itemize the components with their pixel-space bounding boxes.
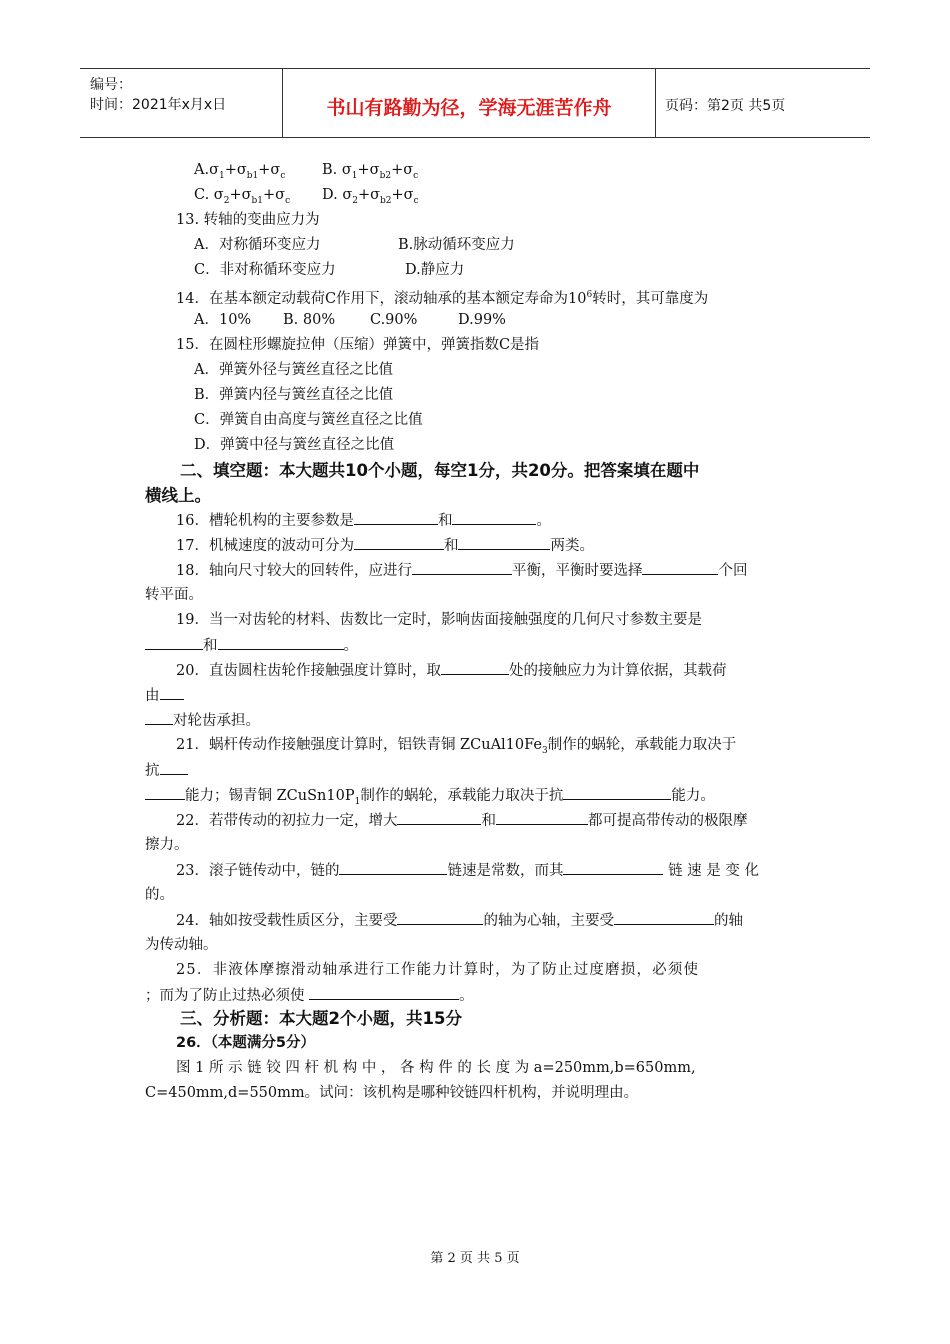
q21-text3: 制作的蜗轮，承载能力取决于抗 — [360, 788, 564, 804]
q14-stem-tail: 转时，其可靠度为 — [592, 290, 709, 307]
q12-option-d: D. $\sigma_2+\sigma_{b2}+\sigma_c$ — [322, 187, 419, 206]
q22-blank-2[interactable] — [496, 810, 588, 825]
q18 — [176, 560, 747, 581]
q13-option-c: C．非对称循环变应力 — [194, 262, 336, 278]
number-label: 编号： — [90, 77, 132, 93]
header-page-info: 页码：第2页 共5页 — [665, 98, 786, 114]
q21-cont — [145, 760, 188, 781]
q21-cont2 — [145, 785, 715, 812]
header-divider — [655, 69, 656, 137]
q17-text: 17．机械速度的波动可分为 — [176, 538, 354, 554]
q24 — [176, 910, 743, 931]
q12-option-c: C. $\sigma_2+\sigma_{b1}+\sigma_c$ — [194, 187, 291, 206]
q15-option-b: B．弹簧内径与簧丝直径之比值 — [194, 387, 394, 403]
q13-options-row1 — [194, 235, 515, 255]
header-meta — [90, 75, 226, 115]
q19: 19．当一对齿轮的材料、齿数比一定时，影响齿面接触强度的几何尺寸参数主要是 — [176, 612, 702, 628]
q25: 25．非液体摩擦滑动轴承进行工作能力计算时，为了防止过度磨损，必须使 — [176, 962, 700, 978]
q24-blank-2[interactable] — [614, 910, 714, 925]
q21-blank-1[interactable] — [160, 760, 188, 775]
q16-text: 16．槽轮机构的主要参数是 — [176, 513, 354, 529]
q23 — [176, 860, 759, 881]
q12-options-row2 — [194, 185, 419, 211]
q24-tail: 的轴 — [713, 913, 743, 929]
q23-blank-1[interactable] — [339, 860, 447, 875]
q21-sub-2: 1 — [354, 796, 361, 807]
q25-blank[interactable] — [309, 985, 459, 1000]
q19-end: 。 — [343, 638, 358, 654]
q18-mid: 平衡，平衡时要选择 — [511, 563, 643, 579]
q21-blank-2[interactable] — [563, 785, 671, 800]
page-footer: 第 2 页 共 5 页 — [430, 1251, 520, 1266]
q15-option-c: C．弹簧自由高度与簧丝直径之比值 — [194, 412, 423, 428]
q23-mid: 链速是常数，而其 — [447, 863, 564, 879]
q19-blank-1[interactable] — [145, 635, 203, 650]
q25-text: ；而为了防止过热必须使 — [145, 988, 305, 1004]
q15-stem: 15．在圆柱形螺旋拉伸（压缩）弹簧中，弹簧指数C是指 — [176, 337, 540, 353]
section2-title-cont: 横线上。 — [145, 486, 211, 505]
q20-blank-2[interactable] — [160, 685, 184, 700]
q19-blank-2[interactable] — [218, 635, 344, 650]
q26-head: 26．（本题满分5分） — [176, 1035, 316, 1051]
q20-cont — [145, 685, 184, 706]
q18-cont: 转平面。 — [145, 587, 203, 603]
q21-mid: 制作的蜗轮，承载能力取决于 — [547, 737, 737, 753]
q20-by: 由 — [145, 688, 160, 704]
q20-end: 对轮齿承担。 — [173, 713, 260, 729]
q13-stem: 13. 转轴的变曲应力为 — [176, 212, 320, 228]
q16-blank-2[interactable] — [452, 510, 536, 525]
q14-option-d: D.99% — [458, 312, 506, 328]
q17-end: 两类。 — [550, 538, 594, 554]
q14-option-a: A．10% — [194, 312, 252, 328]
q18-blank-2[interactable] — [642, 560, 718, 575]
q20-blank-1[interactable] — [441, 660, 509, 675]
q17-blank-1[interactable] — [354, 535, 444, 550]
page-header — [80, 68, 870, 138]
q12-option-a: $A.\sigma_1+\sigma_{b1}+\sigma_c$ — [194, 162, 286, 181]
q25-cont — [145, 985, 474, 1006]
q22 — [176, 810, 747, 831]
q21-resist: 抗 — [145, 763, 160, 779]
q20-cont2 — [145, 710, 260, 731]
q22-tail: 都可提高带传动的极限摩 — [587, 813, 748, 829]
q12-option-b: B. $\sigma_1+\sigma_{b2}+\sigma_c$ — [322, 162, 419, 181]
q23-cont: 的。 — [145, 887, 174, 903]
q23-tail: 链 速 是 变 化 — [668, 863, 759, 879]
q14-option-c: C.90% — [370, 312, 418, 328]
header-motto: 书山有路勤为径，学海无涯苦作舟 — [326, 97, 612, 119]
q18-text: 18．轴向尺寸较大的回转件，应进行 — [176, 563, 412, 579]
q14-stem — [176, 285, 708, 309]
q22-and: 和 — [481, 813, 496, 829]
q13-option-a: A．对称循环变应力 — [194, 237, 321, 253]
q14-stem-text: 14．在基本额定动载荷C作用下，滚动轴承的基本额定寿命为10 — [176, 290, 587, 307]
q23-text: 23．滚子链传动中，链的 — [176, 863, 340, 879]
q24-blank-1[interactable] — [397, 910, 483, 925]
q20-text: 20．直齿圆柱齿轮作接触强度计算时，取 — [176, 663, 441, 679]
q18-tail: 个回 — [718, 563, 748, 579]
q16 — [176, 510, 551, 531]
q22-blank-1[interactable] — [397, 810, 481, 825]
q13-options-row2 — [194, 260, 464, 280]
q21-text2: 能力；锡青铜 ZCuSn10P — [185, 788, 355, 804]
q16-and: 和 — [437, 513, 453, 529]
q20-blank-2b[interactable] — [145, 710, 173, 725]
q17-and: 和 — [443, 538, 459, 554]
q22-cont: 擦力。 — [145, 837, 189, 853]
q17-blank-2[interactable] — [458, 535, 550, 550]
q20 — [176, 660, 726, 681]
q18-blank-1[interactable] — [412, 560, 512, 575]
q16-blank-1[interactable] — [354, 510, 438, 525]
q21-sub-1: 3 — [541, 745, 548, 756]
q16-end: 。 — [536, 513, 551, 529]
q25-end: 。 — [459, 988, 474, 1004]
q21-text: 21．蜗杆传动作接触强度计算时，铝铁青铜 ZCuAl10Fe — [176, 737, 542, 753]
section2-title: 二、填空题：本大题共10个小题，每空1分，共20分。把答案填在题中 — [180, 461, 700, 480]
q13-option-d: D.静应力 — [405, 262, 465, 278]
q26-line2: C=450mm,d=550mm。试问：该机构是哪种铰链四杆机构，并说明理由。 — [145, 1085, 639, 1101]
q15-option-d: D．弹簧中径与簧丝直径之比值 — [194, 437, 395, 453]
q26-line1: 图 1 所 示 链 铰 四 杆 机 构 中 ， 各 构 件 的 长 度 为 a=250mm,b=650mm, — [176, 1060, 696, 1076]
q14-options — [194, 310, 506, 330]
section3-title: 三、分析题：本大题2个小题，共15分 — [180, 1009, 462, 1028]
date-label: 时间：2021年x月x日 — [90, 97, 227, 113]
q19-cont — [145, 635, 358, 656]
q20-mid: 处的接触应力为计算依据，其载荷 — [508, 663, 727, 679]
q22-text: 22．若带传动的初拉力一定，增大 — [176, 813, 398, 829]
q24-mid: 的轴为心轴，主要受 — [483, 913, 614, 929]
q24-text: 24．轴如按受载性质区分，主要受 — [176, 913, 398, 929]
q21-blank-1b[interactable] — [145, 785, 185, 800]
q14-option-b: B. 80% — [283, 312, 336, 328]
q21-end: 能力。 — [671, 788, 715, 804]
q12-options-row1 — [194, 160, 418, 186]
q24-cont: 为传动轴。 — [145, 937, 218, 953]
q23-blank-2[interactable] — [563, 860, 663, 875]
q21 — [176, 735, 736, 761]
q14-exponent: 6 — [586, 290, 593, 300]
q17 — [176, 535, 594, 556]
q19-and: 和 — [203, 638, 218, 654]
q15-option-a: A．弹簧外径与簧丝直径之比值 — [194, 362, 393, 378]
q13-option-b: B.脉动循环变应力 — [398, 237, 515, 253]
